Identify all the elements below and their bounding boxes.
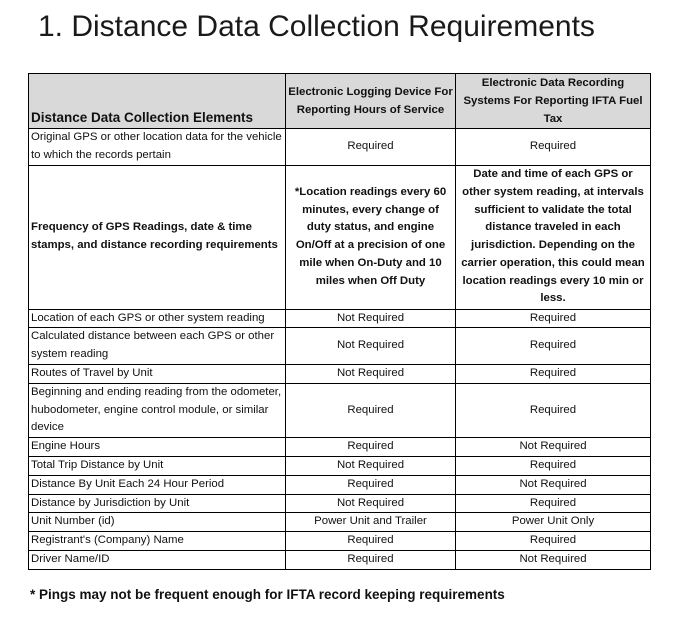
eld-cell: Required [286, 383, 456, 437]
ifta-cell: Required [456, 129, 651, 166]
element-cell: Total Trip Distance by Unit [29, 456, 286, 475]
eld-cell: Not Required [286, 456, 456, 475]
element-cell: Calculated distance between each GPS or other system reading [29, 328, 286, 365]
element-cell: Driver Name/ID [29, 550, 286, 569]
ifta-cell: Date and time of each GPS or other system reading, at intervals sufficient to validate the total distance traveled in each jurisdiction. Depending on the carrier operation, this could mean location readings every 10 min or less. [456, 165, 651, 309]
ifta-cell: Power Unit Only [456, 513, 651, 532]
element-cell: Engine Hours [29, 438, 286, 457]
eld-cell: Not Required [286, 364, 456, 383]
eld-cell: Required [286, 475, 456, 494]
table-row [29, 364, 651, 383]
element-cell: Distance by Jurisdiction by Unit [29, 494, 286, 513]
table-row [29, 129, 651, 166]
ifta-cell: Not Required [456, 438, 651, 457]
requirements-table [28, 73, 651, 570]
page-title: 1. Distance Data Collection Requirements [38, 10, 595, 43]
table-row [29, 550, 651, 569]
table-row [29, 532, 651, 551]
ifta-cell: Required [456, 456, 651, 475]
table-row [29, 165, 651, 309]
eld-cell: Power Unit and Trailer [286, 513, 456, 532]
eld-cell: Required [286, 532, 456, 551]
element-cell: Beginning and ending reading from the odometer, hubodometer, engine control module, or similar device [29, 383, 286, 437]
table-header-row [29, 74, 651, 129]
ifta-cell: Required [456, 494, 651, 513]
ifta-cell: Not Required [456, 475, 651, 494]
footnote: * Pings may not be frequent enough for IFTA record keeping requirements [30, 587, 505, 602]
column-header-eld: Electronic Logging Device For Reporting Hours of Service [286, 74, 456, 129]
element-cell: Frequency of GPS Readings, date & time stamps, and distance recording requirements [29, 165, 286, 309]
ifta-cell: Not Required [456, 550, 651, 569]
element-cell: Unit Number (id) [29, 513, 286, 532]
table-row [29, 438, 651, 457]
table-row [29, 383, 651, 437]
ifta-cell: Required [456, 364, 651, 383]
eld-cell: Required [286, 129, 456, 166]
ifta-cell: Required [456, 383, 651, 437]
element-cell: Routes of Travel by Unit [29, 364, 286, 383]
element-cell: Registrant's (Company) Name [29, 532, 286, 551]
table-row [29, 328, 651, 365]
eld-cell: Not Required [286, 494, 456, 513]
element-cell: Distance By Unit Each 24 Hour Period [29, 475, 286, 494]
table-row [29, 309, 651, 328]
column-header-ifta: Electronic Data Recording Systems For Reporting IFTA Fuel Tax [456, 74, 651, 129]
element-cell: Location of each GPS or other system reading [29, 309, 286, 328]
eld-cell: *Location readings every 60 minutes, every change of duty status, and engine On/Off at a precision of one mile when On-Duty and 10 miles when Off Duty [286, 165, 456, 309]
eld-cell: Not Required [286, 328, 456, 365]
eld-cell: Required [286, 550, 456, 569]
eld-cell: Required [286, 438, 456, 457]
table-row [29, 475, 651, 494]
element-cell: Original GPS or other location data for the vehicle to which the records pertain [29, 129, 286, 166]
ifta-cell: Required [456, 532, 651, 551]
table-row [29, 513, 651, 532]
column-header-elements: Distance Data Collection Elements [29, 74, 286, 129]
eld-cell: Not Required [286, 309, 456, 328]
table-row [29, 494, 651, 513]
ifta-cell: Required [456, 328, 651, 365]
table-row [29, 456, 651, 475]
ifta-cell: Required [456, 309, 651, 328]
